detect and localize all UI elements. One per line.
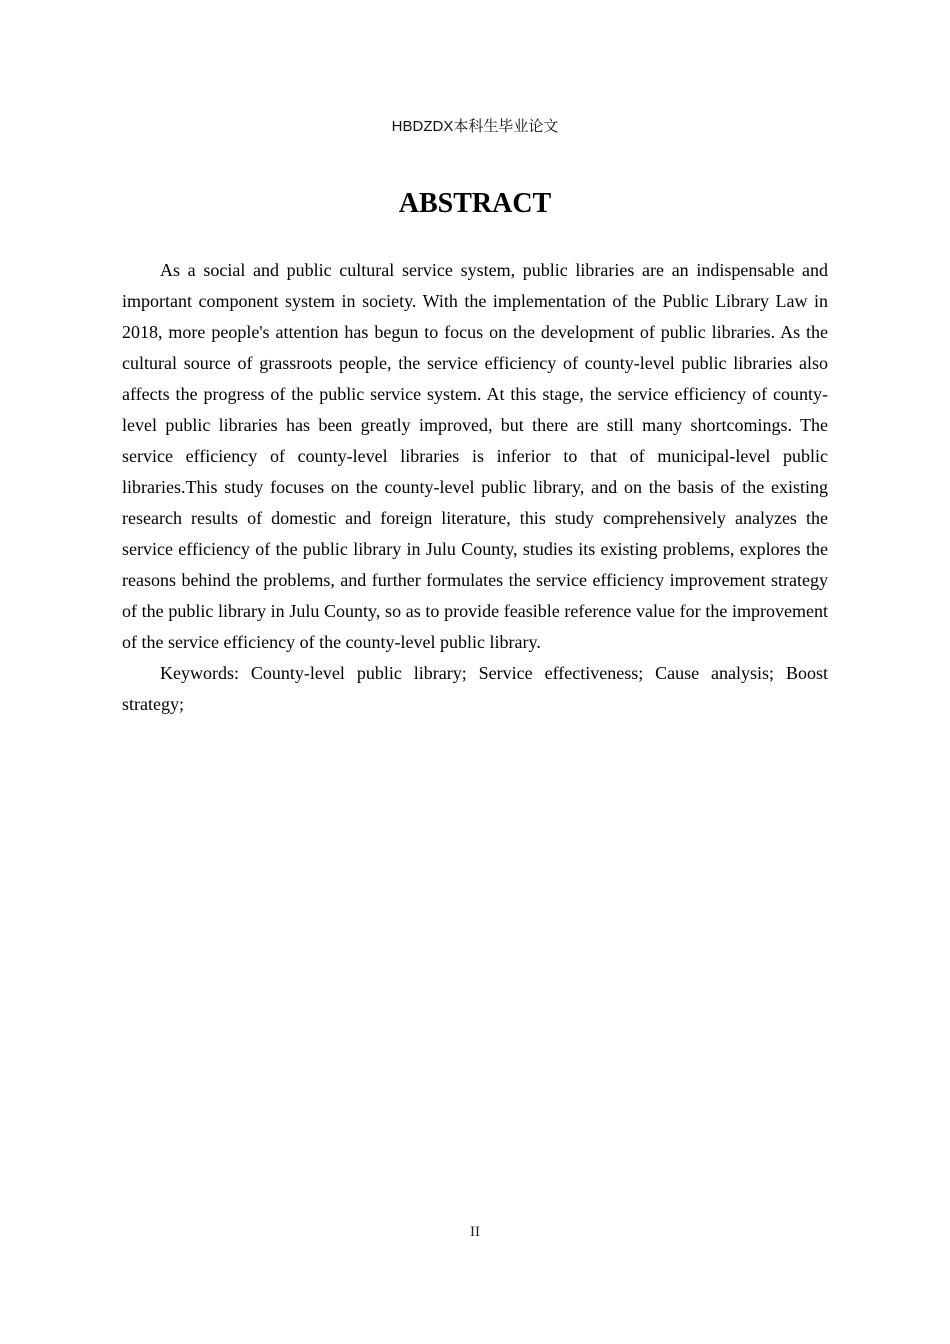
- abstract-paragraph: As a social and public cultural service system, public libraries are an indispensable and important component system in society. With the implementation of the Public Library Law in 2018, more people's attention has begun to focus on the development of public libraries. As the cultural source of grassroots people, the service efficiency of county-level public libraries also affects the progress of the public service system. At this stage, the service efficiency of county-level public libraries has been greatly improved, but there are still many shortcomings. The service efficiency of county-level libraries is inferior to that of municipal-level public libraries.This study focuses on the county-level public library, and on the basis of the existing research results of domestic and foreign literature, this study comprehensively analyzes the service efficiency of the public library in Julu County, studies its existing problems, explores the reasons behind the problems, and further formulates the service efficiency improvement strategy of the public library in Julu County, so as to provide feasible reference value for the improvement of the service efficiency of the county-level public library.: [122, 260, 828, 652]
- keywords-paragraph: Keywords: County-level public library; Service effectiveness; Cause analysis; Boost strategy;: [122, 663, 828, 714]
- page-number: II: [470, 1224, 480, 1240]
- abstract-title: ABSTRACT: [398, 188, 552, 219]
- abstract-body: [122, 255, 828, 720]
- running-header: HBDZDX本科生毕业论文: [391, 118, 559, 135]
